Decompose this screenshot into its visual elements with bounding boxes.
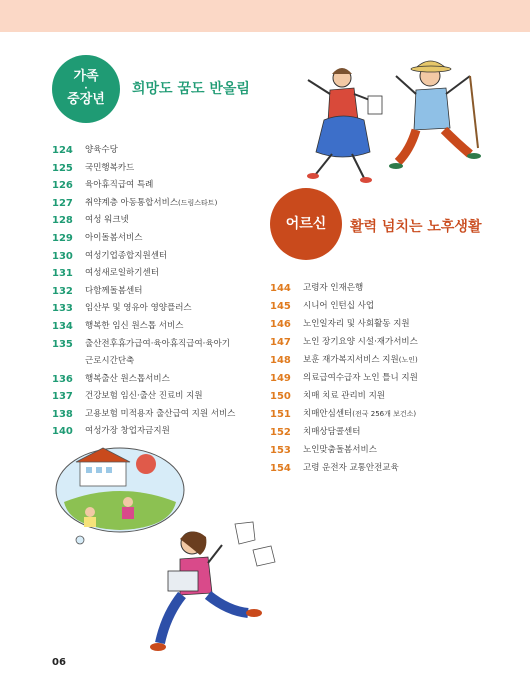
service-text-cont: 근로시간단축 [85, 355, 135, 366]
service-name: 노인맞춤돌봄서비스 [303, 445, 377, 455]
service-name: 임산부 및 영유아 영양플러스 [85, 303, 192, 314]
page-ref: 132 [52, 285, 73, 297]
service-text: 보훈 재가복지서비스 지원 [303, 355, 399, 365]
service-name: 행복한 임신 원스톱 서비스 [85, 320, 184, 331]
page-ref: 130 [52, 250, 73, 262]
service-name: 국민행복카드 [85, 162, 135, 173]
service-name [303, 352, 418, 369]
page-ref: 138 [52, 408, 73, 420]
service-name [85, 195, 217, 212]
page-ref: 136 [52, 373, 73, 385]
service-name [303, 406, 416, 423]
service-name: 치매 치료 관리비 지원 [303, 391, 386, 401]
service-name: 다함께돌봄센터 [85, 285, 143, 296]
service-note: (전국 256개 보건소) [352, 410, 417, 418]
page-ref: 126 [52, 180, 73, 192]
page-ref: 150 [270, 391, 291, 402]
service-name: 치매상담콜센터 [303, 427, 361, 437]
service-text: 출산전후휴가급여·육아휴직급여·육아기 [85, 338, 230, 349]
page-ref: 125 [52, 162, 73, 174]
page-number: 06 [52, 657, 66, 668]
page-ref: 131 [52, 268, 73, 280]
family-section-title: 희망도 꿈도 반올림 [132, 81, 250, 97]
page-ref: 135 [52, 338, 73, 350]
elder-section-title: 활력 넘치는 노후생활 [350, 219, 482, 235]
page-ref: 154 [270, 463, 291, 474]
flying-papers-illustration [225, 520, 280, 580]
page-ref: 152 [270, 427, 291, 438]
service-name [85, 336, 230, 370]
page-ref: 146 [270, 319, 291, 330]
page-ref: 127 [52, 197, 73, 209]
service-name: 건강보험 임신·출산 진료비 지원 [85, 391, 203, 402]
service-name: 아이돌봄서비스 [85, 232, 143, 243]
service-name: 노인일자리 및 사회활동 지원 [303, 319, 410, 329]
page-ref: 151 [270, 409, 291, 420]
list-item[interactable] [52, 339, 272, 374]
service-name: 여성새로일하기센터 [85, 268, 159, 279]
elder-service-list [270, 283, 450, 481]
page-ref: 134 [52, 320, 73, 332]
list-item[interactable] [270, 463, 450, 481]
family-service-list [52, 145, 272, 444]
page-ref: 148 [270, 355, 291, 366]
service-name: 고령자 인재은행 [303, 283, 364, 293]
service-name: 시니어 인턴십 사업 [303, 301, 375, 311]
page-ref: 140 [52, 426, 73, 438]
service-note: (노인) [398, 356, 418, 364]
family-section-badge [52, 55, 120, 123]
service-name: 여성기업종합지원센터 [85, 250, 168, 261]
service-name: 의료급여수급자 노인 틀니 지원 [303, 373, 418, 383]
service-name: 고령 운전자 교통안전교육 [303, 463, 399, 473]
page-ref: 133 [52, 303, 73, 315]
page-ref: 147 [270, 337, 291, 348]
service-name: 고용보험 미적용자 출산급여 지원 서비스 [85, 408, 236, 419]
service-name: 여성 워크넷 [85, 215, 129, 226]
service-name: 양육수당 [85, 145, 118, 155]
service-text: 취약계층 아동통합서비스 [85, 197, 179, 208]
page-ref: 149 [270, 373, 291, 384]
dancing-elders-illustration [280, 40, 500, 200]
service-name: 행복출산 원스톱서비스 [85, 373, 170, 384]
page-ref: 153 [270, 445, 291, 456]
page-ref: 129 [52, 232, 73, 244]
badge-line2: 중장년 [67, 92, 105, 108]
badge-label: 어르신 [285, 215, 327, 232]
page-ref: 145 [270, 301, 291, 312]
page-ref: 144 [270, 283, 291, 294]
service-name: 육아휴직급여 특례 [85, 180, 154, 191]
service-text: 치매안심센터 [303, 409, 353, 419]
badge-line1: 가족 [73, 69, 99, 85]
service-note: (드림스타트) [178, 198, 218, 207]
page-ref: 137 [52, 391, 73, 403]
page-ref: 124 [52, 145, 73, 156]
top-color-band [0, 0, 530, 32]
service-name: 노인 장기요양 시설·재가서비스 [303, 337, 418, 347]
service-name: 여성가장 창업자금지원 [85, 426, 170, 437]
badge-dot: · [84, 83, 88, 94]
page-ref: 128 [52, 215, 73, 227]
